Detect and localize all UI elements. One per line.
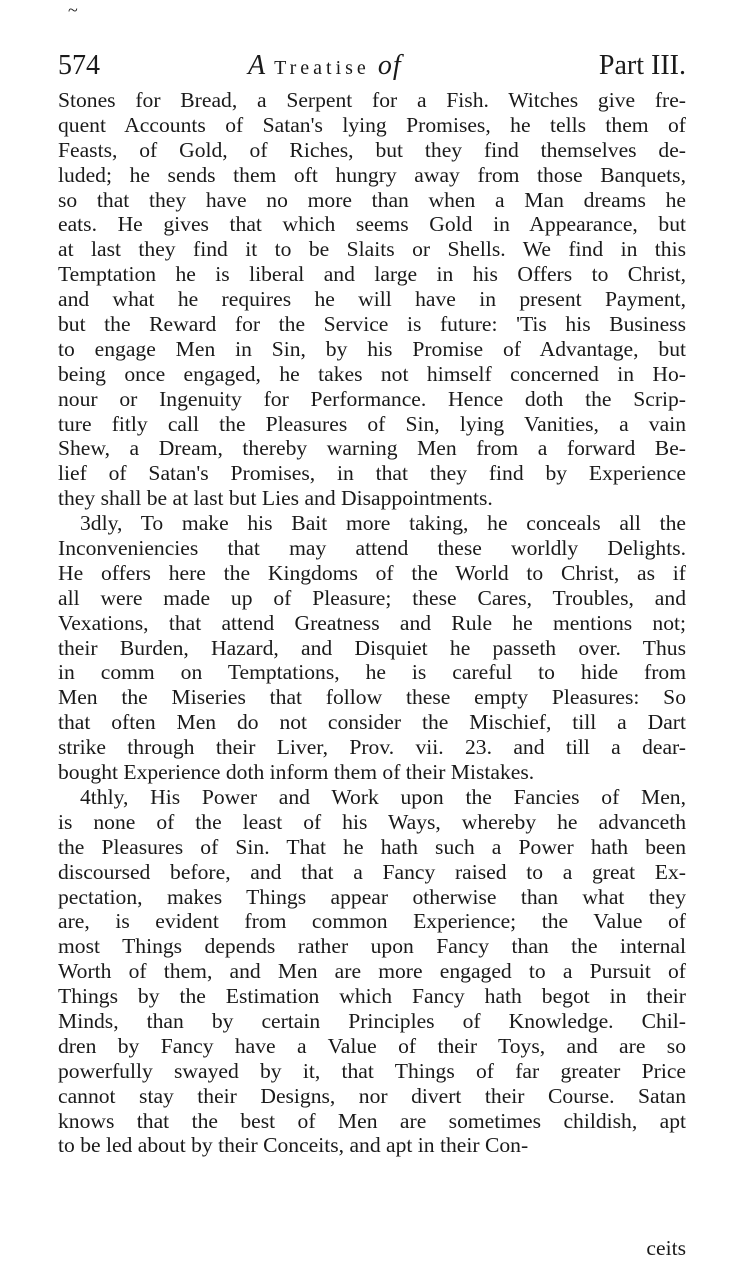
text-line: is none of the least of his Ways, whereby he advanceth bbox=[58, 809, 686, 834]
text-line: Inconveniencies that may attend these worldly Delights. bbox=[58, 536, 686, 561]
running-title-a: A bbox=[248, 50, 267, 81]
text-line: discoursed before, and that a Fancy raised to a great Ex- bbox=[58, 859, 686, 884]
text-line: their Burden, Hazard, and Disquiet he passeth over. Thus bbox=[58, 635, 686, 660]
running-header bbox=[58, 50, 686, 90]
text-line: but the Reward for the Service is future: 'Tis his Business bbox=[58, 312, 686, 337]
text-line: all were made up of Pleasure; these Cares, Troubles, and bbox=[58, 585, 686, 610]
text-line: at last they find it to be Slaits or Shells. We find in this bbox=[58, 237, 686, 262]
text-line: powerfully swayed by it, that Things of far greater Price bbox=[58, 1058, 686, 1083]
text-line: Vexations, that attend Greatness and Rule he mentions not; bbox=[58, 610, 686, 635]
page-number: 574 bbox=[58, 50, 100, 81]
text-line: dren by Fancy have a Value of their Toys, and are so bbox=[58, 1033, 686, 1058]
text-line: pectation, makes Things appear otherwise than what they bbox=[58, 884, 686, 909]
text-line: 4thly, His Power and Work upon the Fancies of Men, bbox=[80, 784, 686, 809]
text-line: Stones for Bread, a Serpent for a Fish. Witches give fre- bbox=[58, 88, 686, 112]
text-line: cannot stay their Designs, nor divert their Course. Satan bbox=[58, 1083, 686, 1108]
running-title-c: of bbox=[377, 50, 402, 81]
text-line: in comm on Temptations, he is careful to hide from bbox=[58, 660, 686, 685]
text-line: Shew, a Dream, thereby warning Men from a forward Be- bbox=[58, 436, 686, 461]
text-line: lief of Satan's Promises, in that they find by Experience bbox=[58, 461, 686, 486]
text-line: they shall be at last but Lies and Disappointments. bbox=[58, 486, 493, 511]
text-line: knows that the best of Men are sometimes childish, apt bbox=[58, 1108, 686, 1133]
text-line: and what he requires he will have in present Payment, bbox=[58, 287, 686, 312]
running-title-b: Treatise bbox=[274, 57, 370, 79]
running-title bbox=[248, 50, 402, 82]
text-line: are, is evident from common Experience; the Value of bbox=[58, 909, 686, 934]
text-line: eats. He gives that which seems Gold in Appearance, but bbox=[58, 212, 686, 237]
part-label: Part III. bbox=[598, 50, 686, 81]
text-line: He offers here the Kingdoms of the World to Christ, as if bbox=[58, 560, 686, 585]
corner-mark: ~ bbox=[68, 0, 78, 20]
text-line: quent Accounts of Satan's lying Promises, he tells them of bbox=[58, 112, 686, 137]
text-line: to engage Men in Sin, by his Promise of Advantage, but bbox=[58, 336, 686, 361]
text-line: Temptation he is liberal and large in his Offers to Christ, bbox=[58, 262, 686, 287]
text-line: being once engaged, he takes not himself concerned in Ho- bbox=[58, 361, 686, 386]
text-line: Feasts, of Gold, of Riches, but they find themselves de- bbox=[58, 137, 686, 162]
text-line: strike through their Liver, Prov. vii. 23. and till a dear- bbox=[58, 735, 686, 760]
text-line: Things by the Estimation which Fancy hath begot in their bbox=[58, 984, 686, 1009]
catchword: ceits bbox=[646, 1236, 686, 1260]
text-line: that often Men do not consider the Mischief, till a Dart bbox=[58, 710, 686, 735]
text-line: so that they have no more than when a Man dreams he bbox=[58, 187, 686, 212]
text-line: Worth of them, and Men are more engaged to a Pursuit of bbox=[58, 959, 686, 984]
text-line: Men the Miseries that follow these empty Pleasures: So bbox=[58, 685, 686, 710]
text-line: nour or Ingenuity for Performance. Hence doth the Scrip- bbox=[58, 386, 686, 411]
text-line: 3dly, To make his Bait more taking, he conceals all the bbox=[80, 511, 686, 536]
text-line: ture fitly call the Pleasures of Sin, lying Vanities, a vain bbox=[58, 411, 686, 436]
text-line: Minds, than by certain Principles of Knowledge. Chil- bbox=[58, 1008, 686, 1033]
text-line: the Pleasures of Sin. That he hath such a Power hath been bbox=[58, 834, 686, 859]
body-text bbox=[58, 88, 686, 1158]
text-line: most Things depends rather upon Fancy than the internal bbox=[58, 934, 686, 959]
text-line: to be led about by their Conceits, and apt in their Con- bbox=[58, 1133, 529, 1158]
text-line: bought Experience doth inform them of their Mistakes. bbox=[58, 760, 535, 785]
text-line: luded; he sends them oft hungry away from those Banquets, bbox=[58, 162, 686, 187]
